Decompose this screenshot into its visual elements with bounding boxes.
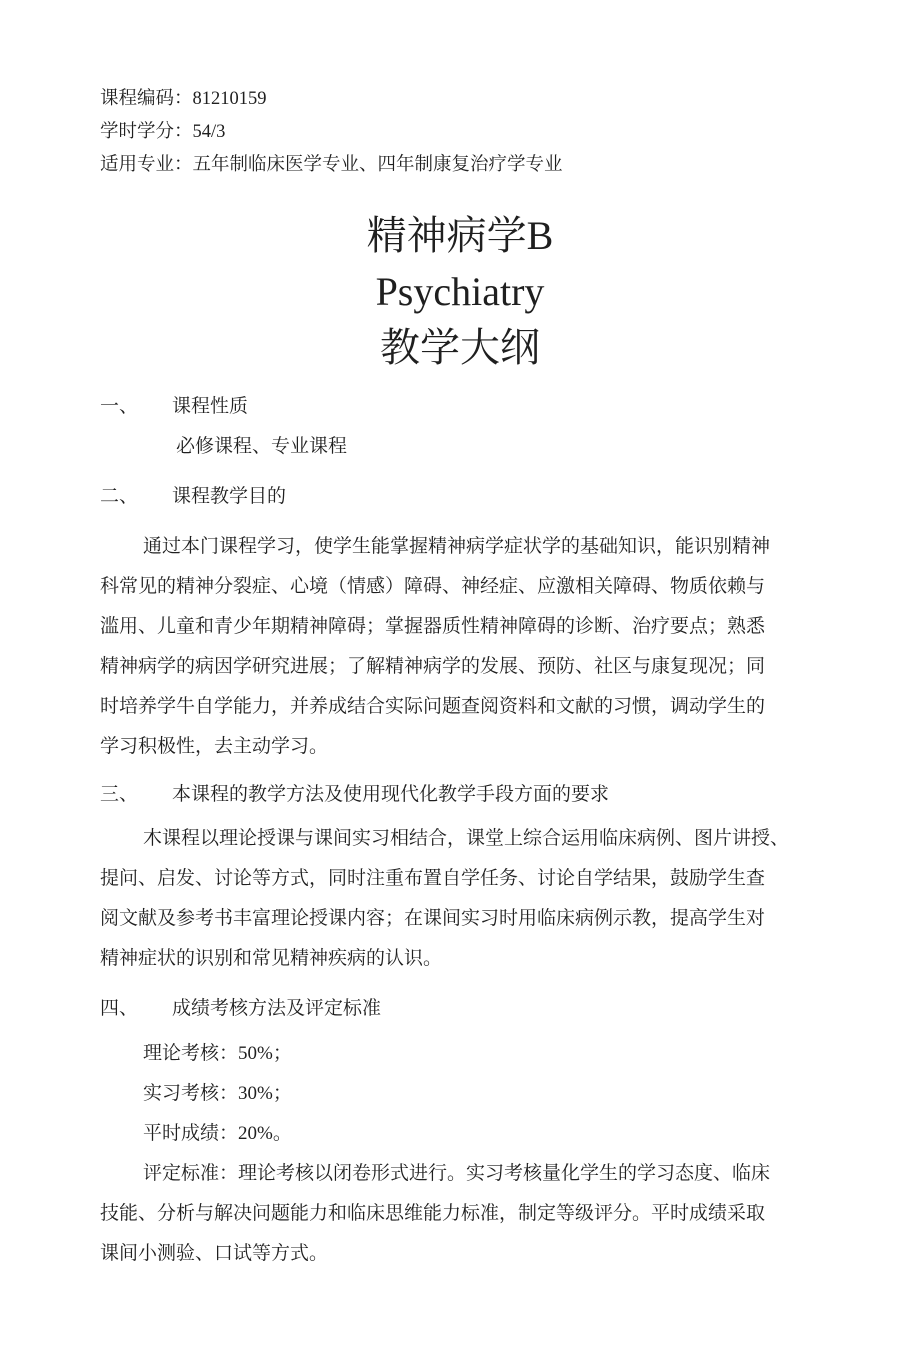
section-heading — [100, 775, 820, 815]
paragraph-line: 提问、启发、讨论等方式，同时注重布置自学任务、讨论自学结果，鼓励学生查 — [100, 868, 766, 889]
section-title: 课程教学目的 — [172, 486, 287, 507]
paragraph-line: 课间小测验、口试等方式。 — [100, 1243, 329, 1264]
paragraph-line: 木课程以理论授课与课间实习相结合，课堂上综合运用临床病例、图片讲授、 — [143, 828, 790, 849]
section-heading — [100, 989, 820, 1029]
title-chinese: 精神病学B — [366, 213, 554, 258]
paragraph-line: 时培养学牛自学能力，并养成结合实际问题查阅资料和文献的习惯，调动学生的 — [100, 696, 766, 717]
section-heading — [100, 387, 820, 427]
section-number: 三、 — [100, 784, 139, 805]
assessment-list — [100, 1034, 820, 1154]
assessment-item-daily: 平时成绩：20%。 — [143, 1123, 292, 1144]
paragraph-line: 阅文献及参考书丰富理论授课内容；在课间实习时用临床病例示教，提高学生对 — [100, 908, 766, 929]
section-teaching-methods — [100, 775, 820, 979]
paragraph-line: 学习积极性，去主动学习。 — [100, 736, 329, 757]
section-heading — [100, 477, 820, 517]
title-subtitle: 教学大纲 — [380, 325, 540, 370]
paragraph-line: 技能、分析与解决问题能力和临床思维能力标准，制定等级评分。平时成绩采取 — [100, 1203, 766, 1224]
section-number: 四、 — [100, 998, 139, 1019]
section-paragraph — [100, 1154, 820, 1274]
assessment-item-theory: 理论考核：50%； — [143, 1043, 292, 1064]
credit-hours-line: 学时学分：54/3 — [100, 122, 226, 142]
section-teaching-purpose — [100, 477, 820, 767]
paragraph-line: 通过本门课程学习，使学生能掌握精神病学症状学的基础知识，能识别精神 — [143, 536, 771, 557]
section-assessment — [100, 989, 820, 1274]
paragraph-line: 精神症状的识别和常见精神疾病的认识。 — [100, 948, 443, 969]
section-paragraph — [100, 819, 820, 979]
course-meta — [100, 83, 820, 182]
section-paragraph — [100, 527, 820, 767]
section-course-nature — [100, 387, 820, 467]
paragraph-line: 滥用、儿童和青少年期精神障碍；掌握器质性精神障碍的诊断、治疗要点；熟悉 — [100, 616, 766, 637]
section-title: 成绩考核方法及评定标准 — [172, 998, 382, 1019]
paragraph-line: 评定标准：理论考核以闭卷形式进行。实习考核量化学生的学习态度、临床 — [143, 1163, 771, 1184]
title-english: Psychiatry — [375, 269, 545, 314]
assessment-item-practice: 实习考核：30%； — [143, 1083, 292, 1104]
paragraph-line: 科常见的精神分裂症、心境（情感）障碍、神经症、应激相关障碍、物质依赖与 — [100, 576, 766, 597]
course-code-line: 课程编码：81210159 — [100, 89, 267, 109]
section-title: 课程性质 — [172, 396, 249, 417]
paragraph-line: 精神病学的病因学研究进展；了解精神病学的发展、预防、社区与康复现况；同 — [100, 656, 766, 677]
document-title — [100, 208, 820, 376]
section-number: 二、 — [100, 486, 139, 507]
section-body-line: 必修课程、专业课程 — [176, 436, 348, 457]
section-number: 一、 — [100, 396, 139, 417]
section-title: 本课程的教学方法及使用现代化教学手段方面的要求 — [172, 784, 610, 805]
applicable-majors-line: 适用专业：五年制临床医学专业、四年制康复治疗学专业 — [100, 155, 563, 175]
